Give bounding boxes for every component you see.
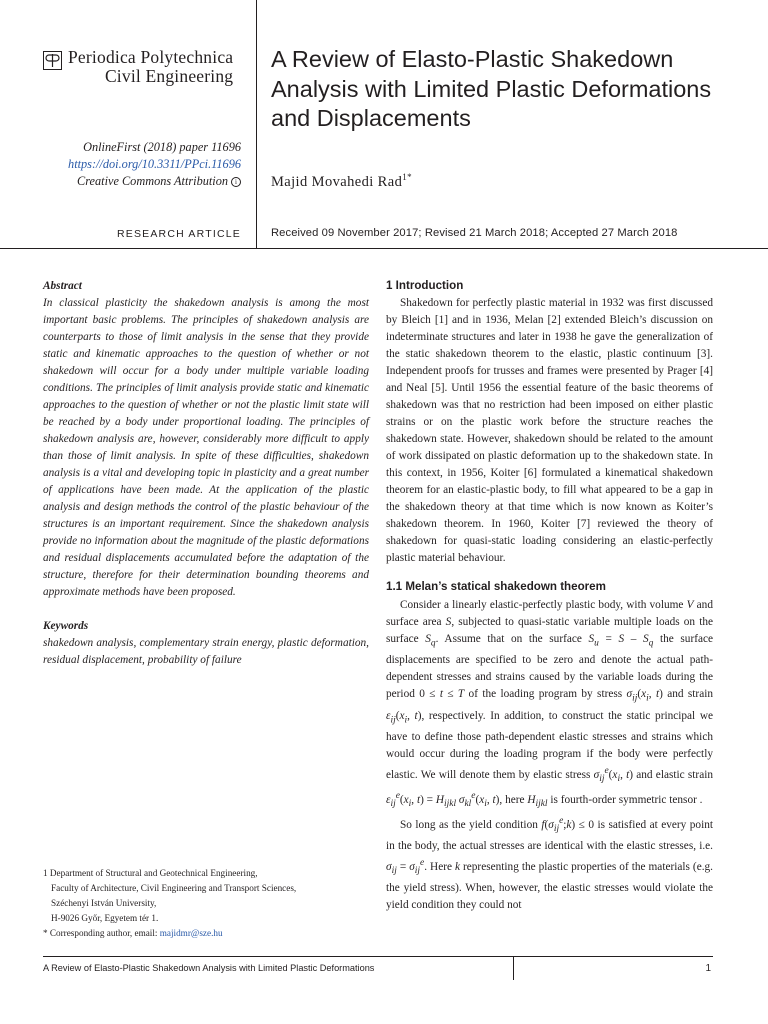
journal-name-line2: Civil Engineering xyxy=(104,66,234,86)
journal-name-line1: Periodica Polytechnica xyxy=(68,47,234,67)
abstract-heading: Abstract xyxy=(43,280,82,292)
license-text: Creative Commons Attribution xyxy=(77,174,228,188)
right-column xyxy=(386,278,713,914)
online-first: OnlineFirst (2018) paper 11696 xyxy=(83,140,241,154)
melan-paragraph-1: Consider a linearly elastic-perfectly plastic body, with volume V and surface area S, subjected to quasi-static variable multiple loads on the surface $S_q$. Assume that on the surface $S_u = S - S_q$ the surface displacements are specified to be zero and denote the actual path-dependent stresses and strains caused by the variable loads during the period 0 ≤ t ≤ T of the loading program by stress $\sigma_{ij}(x_i$, t) and strain $\varepsilon_{ij}(x_i$, t), respectively. In addition, to construct the static principal we have to define those path-dependent elastic stresses and strains which would occur during the loading program if the body were perfectly elastic. We will denote them by elastic stress $\sigma_{ij}^e(x_i$, t) and elastic strain $\varepsilon_{ij}^e(x_i$, $t) = H_{ijkl}$ $\sigma_{kl}^e(x_i$, t), here $H_{ijkl}$ is fourth-order symmetric tensor . xyxy=(386,599,714,809)
footer-divider-horizontal xyxy=(43,956,713,957)
footer-divider-vertical xyxy=(513,956,514,980)
keywords-heading: Keywords xyxy=(43,620,89,632)
author-name: Majid Movahedi Rad xyxy=(271,173,403,190)
journal-logo-icon xyxy=(43,51,62,70)
footnote-line-1: 1 Department of Structural and Geotechnical Engineering, xyxy=(43,868,258,878)
left-column xyxy=(43,278,369,669)
doi-link[interactable]: https://doi.org/10.3311/PPci.11696 xyxy=(68,157,241,171)
journal-logo xyxy=(43,48,233,86)
publication-meta xyxy=(68,139,241,190)
received-dates: Received 09 November 2017; Revised 21 March 2018; Accepted 27 March 2018 xyxy=(271,227,678,239)
footnote-line-4: H-9026 Győr, Egyetem tér 1. xyxy=(51,913,159,923)
footer-running-title: A Review of Elasto-Plastic Shakedown Analysis with Limited Plastic Deformations xyxy=(43,963,375,973)
paper-title: A Review of Elasto-Plastic Shakedown Analysis with Limited Plastic Deformations and Displacements xyxy=(271,46,712,131)
melan-paragraph-2: So long as the yield condition $f(\sigma_{ij}^e;k) \le 0$ is satisfied at every point in the body, the actual stresses are identical with the elastic stresses, i.e. $\sigma_{ij} = \sigma_{ij}^e$. Here k representing the plastic properties of the materials (e.g. the yield stress). When, however, the elastic stresses would violate the yield condition they could not xyxy=(386,815,714,911)
corresponding-label: * Corresponding author, email: xyxy=(43,928,160,938)
introduction-heading: 1 Introduction xyxy=(386,279,464,292)
author-affiliation-mark: 1* xyxy=(402,172,413,182)
cc-by-icon: i xyxy=(231,177,241,187)
page-number: 1 xyxy=(705,963,711,974)
melan-theorem-heading: 1.1 Melan’s statical shakedown theorem xyxy=(386,580,606,593)
header-divider-vertical xyxy=(256,0,257,248)
journal-name xyxy=(68,48,233,86)
affiliation-footnotes xyxy=(43,866,369,941)
keywords-text: shakedown analysis, complementary strain energy, plastic deformation, residual displacement, probability of failure xyxy=(43,637,369,666)
abstract-text: In classical plasticity the shakedown analysis is among the most important basic problems. The principles of shakedown analysis are counterparts to those of limit analysis in the sense that they provide static and kinematic approaches to the question of whether or not shakedown will occur for a body under multiple variable loading conditions. The principles of limit analysis provide static and kinematic approaches to the question of whether or not the plastic limit state will be reached by a body under proportional loading. The principles of shakedown analysis are, however, considerably more difficult to apply than those of limit analysis. In spite of these difficulties, shakedown analysis is a vital and developing topic in plasticity and a great number of applications have been made. At the application of the plastic analysis and design methods the control of the plastic behaviour of the structures is an important requirement. Since the shakedown analysis provide no information about the magnitude of the plastic deformations and residual displacements accumulated before the adaptation of the structure, therefore for their determination bounding theorems and approximate methods have been proposed. xyxy=(43,297,369,598)
license-line xyxy=(68,173,241,190)
author-line xyxy=(271,172,412,191)
keywords-section xyxy=(43,618,369,669)
footnote-line-3: Széchenyi István University, xyxy=(51,898,157,908)
article-type-label: RESEARCH ARTICLE xyxy=(116,228,241,240)
corresponding-author xyxy=(43,928,223,938)
header-divider-horizontal xyxy=(0,248,768,249)
author-email-link[interactable]: majidmr@sze.hu xyxy=(159,928,223,938)
abstract-section xyxy=(43,278,369,601)
introduction-paragraph: Shakedown for perfectly plastic material in 1932 was first discussed by Bleich [1] and in 1936, Melan [2] extended Bleich’s discussion on indeterminate structures and later in 1938 he gave the generalization of the static shakedown theorem to the elastic, plastic continuum [3]. Independent proofs for trusses and frames were presented by Prager [4] and Neal [5]. Until 1956 the essential feature of the basic theorems of shakedown was that no restriction had been imposed on either plastic strains or on the plastic work before the structure reaches the shakedown state. However, shakedown should be related to the amount of work dissipated on plastic deformation up to the shakedown state. In this context, in 1956, Koiter [6] formulated a kinematical shakedown theorem for an elastic-plastic body, to fill what appeared to be a gap in the shakedown theory at that time which is now known as Koiter’s shakedown theorem. In 1960, Koiter [7] reviewed the theory of shakedown for quasi-static loading considering an elastic-perfectly plastic material behaviour. xyxy=(386,297,713,564)
footnote-line-2: Faculty of Architecture, Civil Engineering and Transport Sciences, xyxy=(51,883,297,893)
